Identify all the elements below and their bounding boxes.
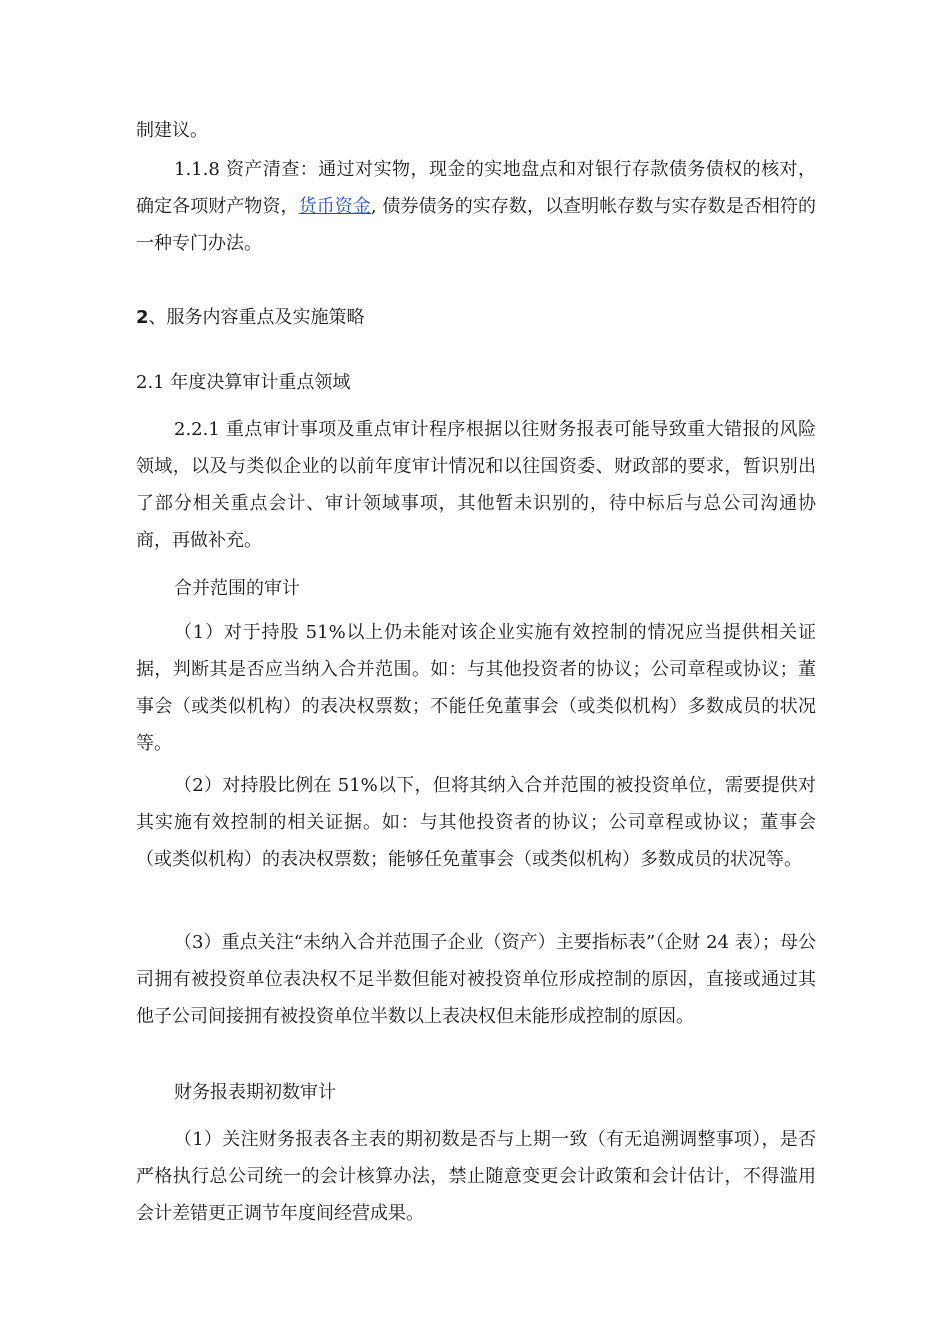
section-title: 、服务内容重点及实施策略: [148, 307, 365, 328]
subsection-heading-2-1: 2.1 年度决算审计重点领域: [136, 372, 351, 393]
paragraph-consolidation-2: （2）对持股比例在 51%以下，但将其纳入合并范围的被投资单位，需要提供对其实施有效控制的相关证据。如：与其他投资者的协议；公司章程或协议；董事会（或类似机构）的表决权票数；能够任免董事会（或类似机构）多数成员的状况等。: [136, 775, 816, 870]
monetary-funds-link[interactable]: 货币资金: [298, 196, 371, 217]
paragraph-opening-balance-1: （1）关注财务报表各主表的期初数是否与上期一致（有无追溯调整事项），是否严格执行总公司统一的会计核算办法，禁止随意变更会计政策和会计估计，不得滥用会计差错更正调节年度间经营成果。: [136, 1129, 816, 1224]
section-number: 2: [136, 307, 149, 328]
section-heading-2: [136, 303, 365, 333]
paragraph-consolidation-3: （3）重点关注“未纳入合并范围子企业（资产）主要指标表”（企财 24 表）；母公司拥有被投资单位表决权不足半数但能对被投资单位形成控制的原因，直接或通过其他子公司间接拥有被投资单位半数以上表决权但未能形成控制的原因。: [136, 932, 816, 1027]
paragraph-asset-inventory: [136, 151, 816, 262]
paragraph-continuation: 制建议。: [136, 120, 208, 141]
asset-inventory-text-b: , 债券债务的实存数，以查明帐存数与实存数是否相符的一种专门办法。: [136, 196, 816, 254]
subheading-consolidation-scope: 合并范围的审计: [174, 578, 300, 599]
subheading-opening-balance: 财务报表期初数审计: [174, 1082, 336, 1103]
paragraph-key-audit-matters: 2.2.1 重点审计事项及重点审计程序根据以往财务报表可能导致重大错报的风险领域，以及与类似企业的以前年度审计情况和以往国资委、财政部的要求，暂识别出了部分相关重点会计、审计领域事项，其他暂未识别的，待中标后与总公司沟通协商，再做补充。: [136, 419, 816, 551]
paragraph-consolidation-1: （1）对于持股 51%以上仍未能对该企业实施有效控制的情况应当提供相关证据，判断其是否应当纳入合并范围。如：与其他投资者的协议；公司章程或协议；董事会（或类似机构）的表决权票数；不能任免董事会（或类似机构）多数成员的状况等。: [136, 622, 816, 754]
asset-inventory-text-a: 1.1.8 资产清查：通过对实物，现金的实地盘点和对银行存款债务债权的核对，确定各项财产物资，: [136, 159, 816, 217]
